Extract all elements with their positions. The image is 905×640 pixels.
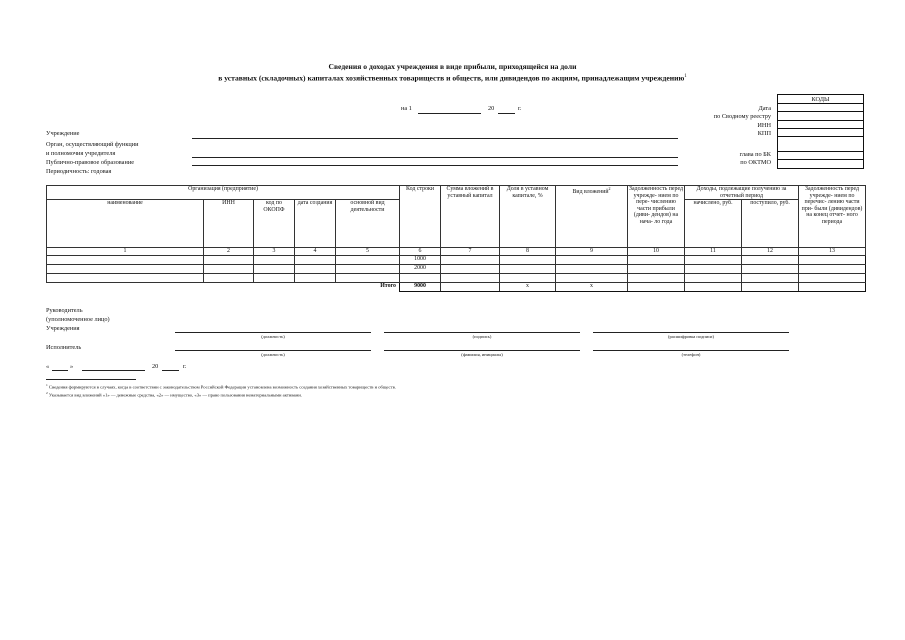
col-num-6: 6 [400, 248, 441, 256]
cell[interactable] [799, 265, 866, 274]
label-periodicity: Периодичность: годовая [46, 168, 112, 175]
label-head-1: Руководитель [46, 307, 83, 314]
cell[interactable] [799, 274, 866, 283]
th-code: Код строки [400, 186, 441, 248]
total-share: x [500, 283, 556, 292]
col-num-11: 11 [685, 248, 742, 256]
th-accrued: начислено, руб. [685, 200, 742, 248]
cell[interactable] [204, 274, 254, 283]
total-debt-start[interactable] [628, 283, 685, 292]
label-public-entity: Публично-правовое образование [46, 159, 134, 166]
cell[interactable] [685, 265, 742, 274]
total-debt-end[interactable] [799, 283, 866, 292]
form-title-line1: Сведения о доходах учреждения в виде прибыли, приходящейся на доли [328, 62, 577, 71]
label-bk: глава по БК [739, 151, 771, 158]
label-date: Дата [758, 105, 771, 112]
th-okopf: код по ОКОПФ [254, 200, 295, 248]
code-oktmo[interactable] [778, 160, 864, 168]
th-date: дата создания [295, 200, 336, 248]
col-num-9: 9 [556, 248, 628, 256]
th-kind-text: Вид вложений [572, 188, 609, 195]
sign-month-field[interactable] [82, 370, 145, 371]
total-row [47, 283, 866, 292]
cell[interactable] [295, 274, 336, 283]
institution-field[interactable] [192, 138, 678, 139]
th-income-group: Доходы, подлежащие получению за отчетный период [685, 186, 799, 200]
row-code: 2000 [400, 265, 441, 274]
label-organ-2: и полномочия учредителя [46, 150, 116, 157]
exec-position-field[interactable] [175, 350, 371, 351]
row-code [400, 274, 441, 283]
total-sum[interactable] [441, 283, 500, 292]
date-field[interactable] [418, 113, 481, 114]
form-title-line2 [0, 72, 905, 84]
col-num-8: 8 [500, 248, 556, 256]
th-activity: основной вид деятельности [336, 200, 400, 248]
head-position-field[interactable] [175, 332, 371, 333]
footnote-2 [46, 390, 302, 399]
label-inn: ИНН [757, 122, 771, 129]
row-code: 1000 [400, 256, 441, 265]
th-sum: Сумма вложений в уставный капитал [441, 186, 500, 248]
cell[interactable] [336, 265, 400, 274]
footnote-1-mark: 1 [46, 383, 48, 387]
cell[interactable] [204, 265, 254, 274]
sign-year-field[interactable] [162, 370, 179, 371]
cell[interactable] [254, 265, 295, 274]
th-kind [556, 186, 628, 248]
total-code: 9000 [400, 283, 441, 292]
form-title-text: в уставных (складочных) капиталах хозяйственных товариществ и обществ, или дивидендов по акциям, принадлежащим учреждению [218, 73, 685, 83]
sign-year-prefix: 20 [152, 363, 159, 370]
cap-decoding: (расшифровка подписи) [668, 334, 714, 339]
cell[interactable] [628, 256, 685, 265]
cap-phone: (телефон) [681, 352, 701, 357]
th-debt-end: Задолженность перед учрежде- нием по перечис- лению части при- были (дивидендов) на конец отчет- ного периода [799, 186, 866, 248]
col-num-4: 4 [295, 248, 336, 256]
th-debt-start: Задолженность перед учрежде- нием по пере- числению части прибыли (диви- дендов) на нача- ло года [628, 186, 685, 248]
cell[interactable] [742, 274, 799, 283]
head-signature-field[interactable] [384, 332, 580, 333]
cap-position-2: (должность) [261, 352, 285, 357]
total-received[interactable] [742, 283, 799, 292]
total-kind: x [556, 283, 628, 292]
code-date[interactable] [778, 104, 864, 112]
sign-day-field[interactable] [52, 370, 68, 371]
cap-fio: (фамилия, инициалы) [461, 352, 503, 357]
footnote-mark: 1 [684, 74, 687, 79]
footnote-2-mark: 2 [46, 391, 48, 395]
th-org-group: Организация (предприятие) [47, 186, 400, 200]
codes-block [777, 94, 864, 169]
cell[interactable] [47, 256, 204, 265]
th-received: поступило, руб. [742, 200, 799, 248]
cap-position: (должность) [261, 334, 285, 339]
cell[interactable] [336, 274, 400, 283]
cell[interactable] [254, 256, 295, 265]
cell[interactable] [204, 256, 254, 265]
col-num-10: 10 [628, 248, 685, 256]
cap-signature: (подпись) [472, 334, 492, 339]
cell[interactable] [742, 256, 799, 265]
code-inn[interactable] [778, 120, 864, 128]
col-num-1: 1 [47, 248, 204, 256]
table-row [47, 265, 866, 274]
cell[interactable] [500, 265, 556, 274]
public-entity-field[interactable] [192, 165, 678, 166]
total-accrued[interactable] [685, 283, 742, 292]
label-head-2: (уполномоченное лицо) [46, 316, 110, 323]
footnote-mark-2: 2 [608, 186, 611, 191]
cell[interactable] [295, 256, 336, 265]
date-close-quote: » [70, 363, 74, 370]
cell[interactable] [441, 265, 500, 274]
cell[interactable] [336, 256, 400, 265]
cell[interactable] [628, 274, 685, 283]
table-row [47, 274, 866, 283]
code-registry[interactable] [778, 112, 864, 120]
cell[interactable] [47, 265, 204, 274]
head-decoding-field[interactable] [593, 332, 789, 333]
footnote-divider [46, 379, 136, 380]
organ-field[interactable] [192, 157, 678, 158]
cell[interactable] [441, 256, 500, 265]
th-share: Доля в уставном капитале, % [500, 186, 556, 248]
exec-phone-field[interactable] [593, 350, 789, 351]
col-num-2: 2 [204, 248, 254, 256]
exec-fio-field[interactable] [384, 350, 580, 351]
col-num-12: 12 [742, 248, 799, 256]
cell[interactable] [628, 265, 685, 274]
date-prefix: на 1 [401, 105, 412, 112]
year-suffix: г. [518, 105, 522, 112]
year-field[interactable] [498, 113, 515, 114]
label-oktmo: по ОКТМО [740, 159, 771, 166]
cell[interactable] [556, 265, 628, 274]
cell[interactable] [685, 256, 742, 265]
cell[interactable] [742, 265, 799, 274]
footnote-2-text: Указывается вид вложений «1» — денежные средства, «2» — имущество, «3» — право пользования нематериальными активами. [48, 392, 303, 398]
table-row [47, 256, 866, 265]
col-num-13: 13 [799, 248, 866, 256]
label-kpp: КПП [757, 130, 771, 137]
cell[interactable] [47, 274, 204, 283]
label-institution: Учреждение [46, 130, 80, 137]
th-inn: ИНН [204, 200, 254, 248]
th-name: наименование [47, 200, 204, 248]
code-kpp[interactable] [778, 128, 864, 136]
label-registry: по Сводному реестру [713, 113, 771, 120]
label-head-3: Учреждения [46, 325, 80, 332]
footnote-1-text: Сведения формируются в случаях, когда в соответствии с законодательством Российской Федерации установлена возможность создания хозяйственных товариществ и обществ. [48, 384, 396, 390]
cell[interactable] [685, 274, 742, 283]
col-num-7: 7 [441, 248, 500, 256]
cell[interactable] [254, 274, 295, 283]
label-executor: Исполнитель [46, 344, 82, 351]
cell[interactable] [500, 274, 556, 283]
cell[interactable] [500, 256, 556, 265]
code-bk[interactable] [778, 152, 864, 160]
col-num-3: 3 [254, 248, 295, 256]
date-open-quote: « [46, 363, 50, 370]
total-label: Итого [380, 283, 397, 290]
year-prefix: 20 [488, 105, 495, 112]
cell[interactable] [295, 265, 336, 274]
col-num-5: 5 [336, 248, 400, 256]
income-table [46, 185, 866, 292]
label-organ-1: Орган, осуществляющий функции [46, 141, 139, 148]
cell[interactable] [441, 274, 500, 283]
sign-year-suffix: г. [183, 363, 187, 370]
cell[interactable] [556, 256, 628, 265]
code-empty[interactable] [778, 137, 864, 152]
cell[interactable] [799, 256, 866, 265]
cell[interactable] [556, 274, 628, 283]
codes-header: КОДЫ [778, 95, 864, 104]
